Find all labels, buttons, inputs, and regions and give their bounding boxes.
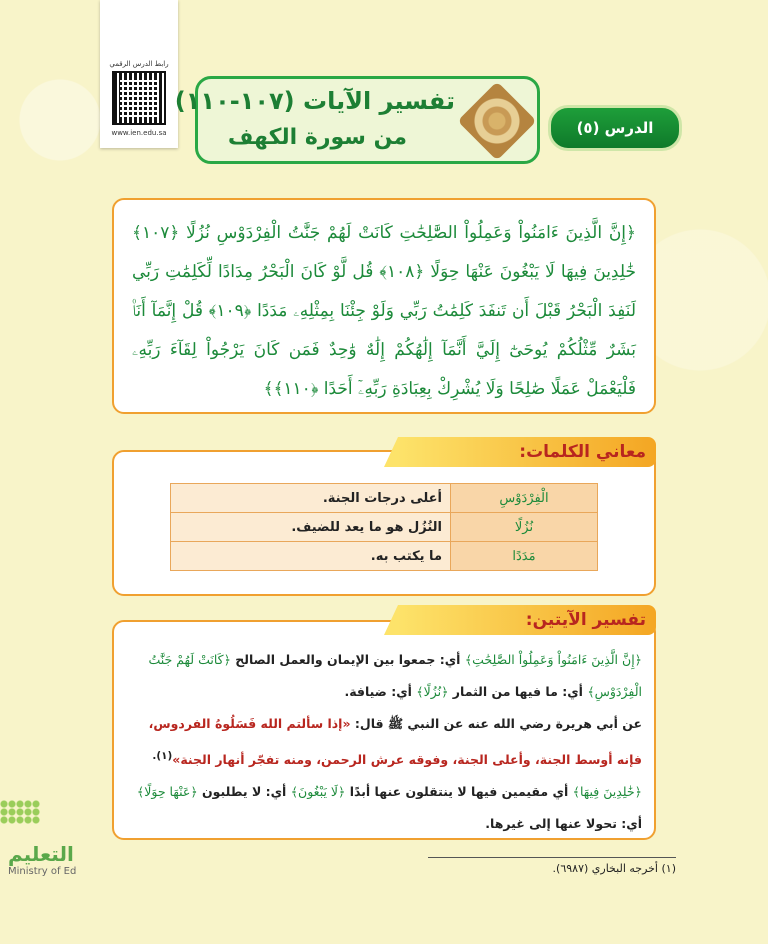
decorative-dots <box>0 800 40 824</box>
lesson-title-box <box>174 76 540 164</box>
tafsir-text: أي: تحولا عنها إلى غيرها. <box>485 816 642 832</box>
ayah-quote: ﴿عَنْهَا حِوَلًا﴾ <box>136 784 198 800</box>
tafsir-text: أي: ضيافة. <box>344 684 417 699</box>
ministry-name-arabic: التعليم <box>8 842 74 866</box>
ministry-name-english: Ministry of Ed <box>8 866 77 877</box>
meaning-definition: أعلى درجات الجنة. <box>171 484 451 513</box>
tafsir-paragraph <box>126 776 642 840</box>
hadith-quote: «إذا سألتم الله فَسَلُوهُ الفردوس، فإنه أوسط الجنة، وأعلى الجنة، وفوقه عرش الرحمن، ومنه تفجّر أنهار الجنة» <box>148 716 642 768</box>
meaning-definition: ما يكتب به. <box>171 542 451 571</box>
ministry-logo <box>8 842 76 877</box>
quran-verses-text: ﴿إِنَّ الَّذِينَ ءَامَنُواْ وَعَمِلُواْ الصَّٰلِحَٰتِ كَانَتْ لَهُمْ جَنَّٰتُ الْفِرْدَوْسِ نُزُلًا ﴿١٠٧﴾ خَٰلِدِينَ فِيهَا لَا يَبْغُونَ عَنْهَا حِوَلًا ﴿١٠٨﴾ قُل لَّوْ كَانَ الْبَحْرُ مِدَادًا لِّكَلِمَٰتِ رَبِّي لَنَفِدَ الْبَحْرُ قَبْلَ أَن تَنفَدَ كَلِمَٰتُ رَبِّي وَلَوْ جِئْنَا بِمِثْلِهِۦ مَدَدًا ﴿١٠٩﴾ قُلْ إِنَّمَآ أَنَا۠ بَشَرٌ مِّثْلُكُمْ يُوحَىٰٓ إِلَيَّ أَنَّمَآ إِلَٰهُكُمْ إِلَٰهٌ وَٰحِدٌ فَمَن كَانَ يَرْجُواْ لِقَآءَ رَبِّهِۦ فَلْيَعْمَلْ عَمَلًا صَٰلِحًا وَلَا يُشْرِكْ بِعِبَادَةِ رَبِّهِۦٓ أَحَدًا ﴿١١٠﴾﴾ <box>132 223 636 399</box>
meaning-definition: النُزُل هو ما يعد للضيف. <box>171 513 451 542</box>
tafsir-text: أي: ما فيها من الثمار <box>448 684 588 699</box>
lesson-subtitle: من سورة الكهف <box>227 125 407 150</box>
ayah-quote: ﴿لَا يَبْغُونَ﴾ <box>290 784 346 800</box>
table-row <box>171 484 598 513</box>
ornament-icon <box>457 81 536 160</box>
ayah-quote: ﴿نُزُلًا﴾ <box>416 684 449 699</box>
word-meanings-table <box>170 483 598 571</box>
table-row <box>171 513 598 542</box>
table-row <box>171 542 598 571</box>
lesson-title: تفسير الآيات (١٠٧-١١٠) <box>174 87 455 115</box>
footnote: (١) أخرجه البخاري (٦٩٨٧). <box>552 862 676 875</box>
qr-card[interactable] <box>100 0 178 148</box>
meaning-word: الْفِرْدَوْسِ <box>451 484 598 513</box>
ayah-quote: ﴿إِنَّ الَّذِينَ ءَامَنُواْ وَعَمِلُواْ الصَّٰلِحَٰتِ﴾ <box>464 652 642 667</box>
meaning-word: مَدَدًا <box>451 542 598 571</box>
tafsir-text: عن أبي هريرة رضي الله عنه عن النبي ﷺ قال: <box>350 716 642 731</box>
word-meanings-heading: معاني الكلمات: <box>398 437 656 467</box>
tafsir-box <box>112 620 656 840</box>
footnote-divider <box>428 857 676 858</box>
tafsir-text: أي مقيمين فيها لا ينتقلون عنها أبدًا <box>345 784 573 800</box>
qr-caption: رابط الدرس الرقمي <box>109 60 169 68</box>
ayah-quote: ﴿كَانَتْ لَهُمْ جَنَّٰتُ الْفِرْدَوْسِ﴾ <box>148 652 642 699</box>
qr-code-icon[interactable] <box>112 71 166 125</box>
quran-verses-box <box>112 198 656 414</box>
tafsir-heading: تفسير الآيتين: <box>398 605 656 635</box>
ayah-quote: ﴿خَٰلِدِينَ فِيهَا﴾ <box>572 784 642 800</box>
tafsir-text: أي: لا يطلبون <box>197 784 291 800</box>
lesson-number-badge: الدرس (٥) <box>548 105 682 151</box>
qr-url[interactable]: www.ien.edu.sa <box>111 129 167 137</box>
tafsir-paragraph <box>126 708 642 776</box>
tafsir-text: أي: جمعوا بين الإيمان والعمل الصالح <box>230 652 465 667</box>
meaning-word: نُزُلًا <box>451 513 598 542</box>
footnote-ref[interactable]: (١). <box>152 750 173 762</box>
tafsir-paragraph <box>126 644 642 708</box>
